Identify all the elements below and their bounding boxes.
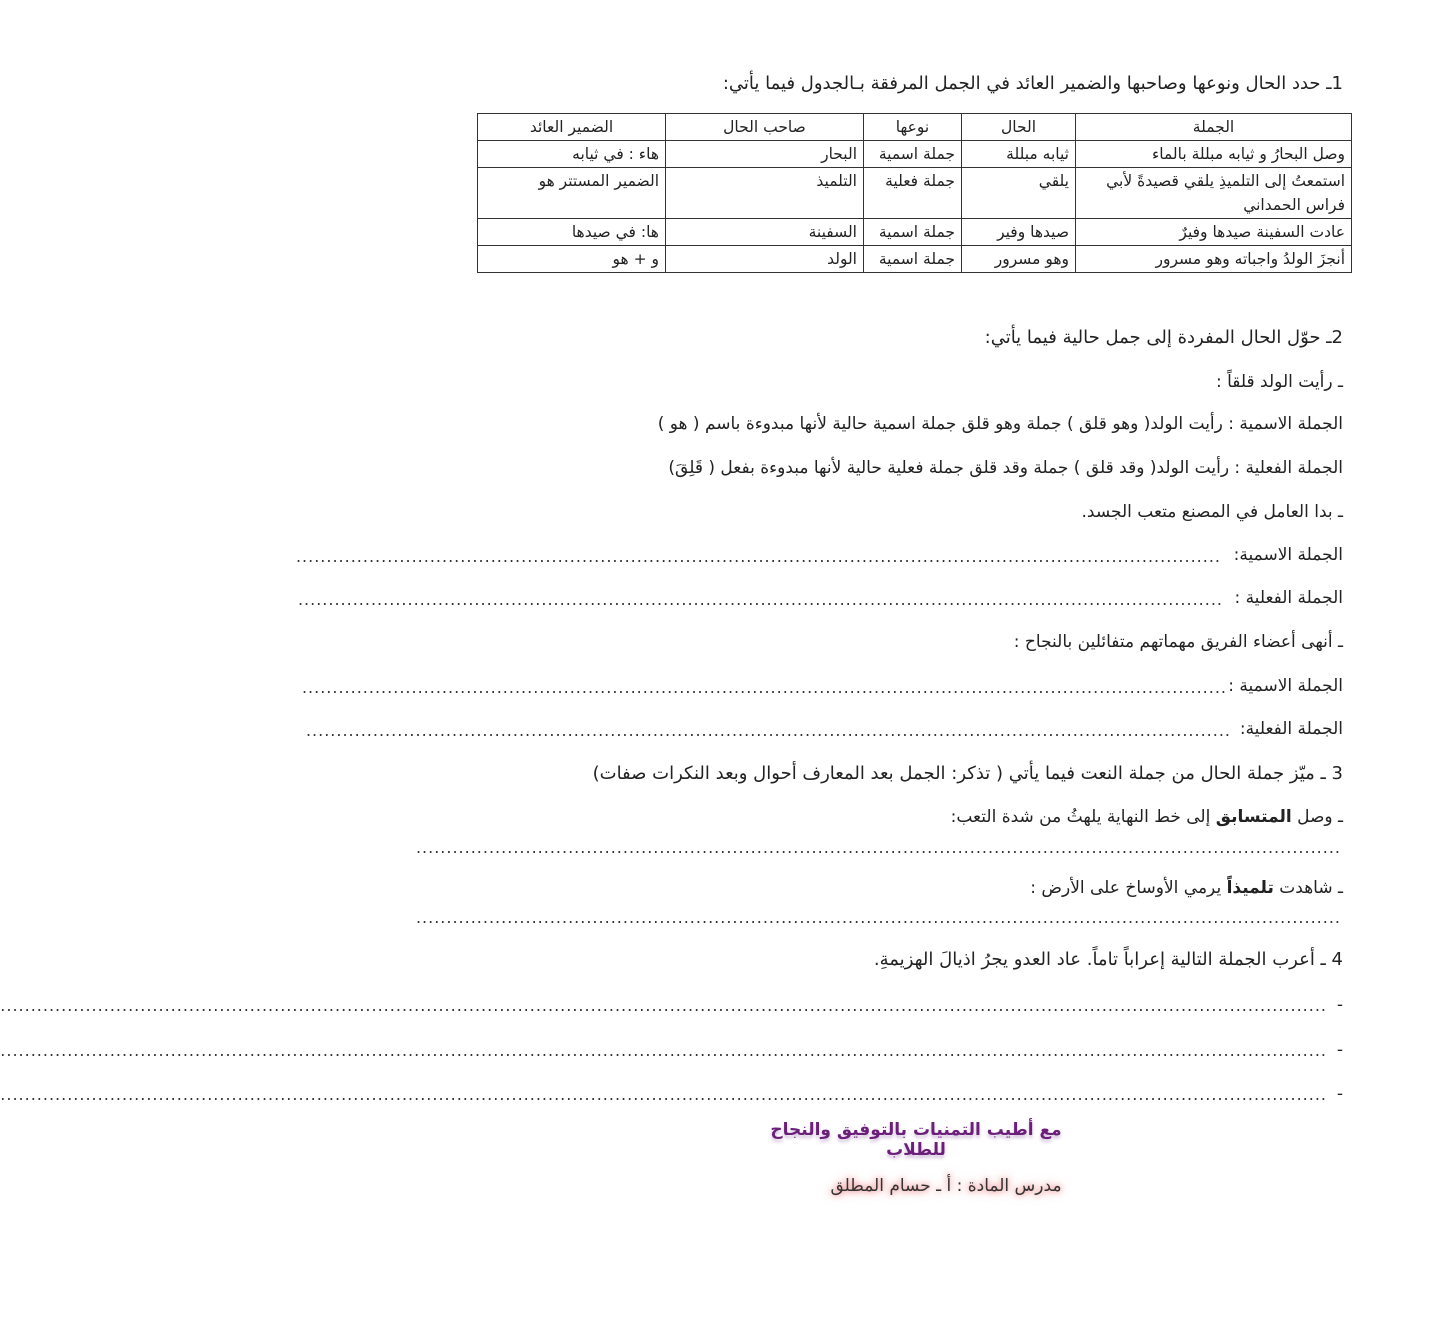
q3-s1-bold: المتسابق: [1215, 807, 1292, 827]
table-cell: جملة اسمية: [864, 246, 962, 273]
teacher-signature: مدرس المادة : أ ـ حسام المطلق: [830, 1176, 1062, 1196]
table-cell: ها: في صيدها: [478, 219, 666, 246]
q4-dash-1: -: [1336, 995, 1343, 1015]
q1-title: 1ـ حدد الحال ونوعها وصاحبها والضمير العائد في الجمل المرفقة بـالجدول فيما يأتي:: [722, 73, 1343, 94]
table-header-row: [478, 114, 1352, 141]
answer-line[interactable]: ..........................................................................................................................................................................................................................: [0, 996, 1327, 1015]
q4-dash-3: -: [1336, 1084, 1343, 1104]
header-sentence: الجملة: [1076, 114, 1352, 141]
table-cell: يلقي: [962, 168, 1076, 219]
table-row: [478, 246, 1352, 273]
table-cell: جملة اسمية: [864, 219, 962, 246]
q3-s2-bold: تلميذاً: [1226, 878, 1274, 898]
header-owner: صاحب الحال: [666, 114, 864, 141]
table-cell: هاء : في ثيابه: [478, 141, 666, 168]
table-cell: السفينة: [666, 219, 864, 246]
answer-line[interactable]: ..........................................................................................................................................................................................................................: [0, 1041, 1327, 1060]
table-row: [478, 141, 1352, 168]
wishes-footer: مع أطيب التمنيات بالتوفيق والنجاح للطلاب: [770, 1120, 1062, 1160]
q2-sentence-2: ـ بدا العامل في المصنع متعب الجسد.: [1081, 502, 1343, 522]
q2-s3-nominal-label: الجملة الاسمية :: [1228, 676, 1343, 696]
q2-sentence-1: ـ رأيت الولد قلقاً :: [1215, 372, 1343, 392]
answer-line[interactable]: ........................................................................................................................................................: [295, 547, 1221, 566]
table-cell: عادت السفينة صيدها وفيرٌ: [1076, 219, 1352, 246]
q2-title: 2ـ حوّل الحال المفردة إلى جمل حالية فيما يأتي:: [984, 327, 1343, 348]
q3-sentence-2: [1030, 876, 1343, 900]
table-row: [478, 168, 1352, 219]
table-cell: جملة فعلية: [864, 168, 962, 219]
q4-title: 4 ـ أعرب الجملة التالية إعراباً تاماً. عاد العدو يجرُ اذيالَ الهزيمةِ.: [873, 949, 1343, 970]
table-row: [478, 219, 1352, 246]
answer-line[interactable]: ..........................................................................................................................................................................................................................: [0, 1085, 1327, 1104]
answer-line[interactable]: ........................................................................................................................................................: [415, 908, 1341, 927]
q3-s1-pre: ـ وصل: [1291, 807, 1343, 827]
answer-line[interactable]: ........................................................................................................................................................: [415, 838, 1341, 857]
q2-s1-verbal-answer: الجملة الفعلية : رأيت الولد( وقد قلق ) جملة وقد قلق جملة فعلية حالية لأنها مبدوءة بفعل ( قَلِقَ): [668, 458, 1343, 478]
hal-table: [477, 113, 1352, 273]
table-cell: البحار: [666, 141, 864, 168]
table-cell: ثيابه مبللة: [962, 141, 1076, 168]
table-cell: و + هو: [478, 246, 666, 273]
table-cell: الضمير المستتر هو: [478, 168, 666, 219]
table-cell: وهو مسرور: [962, 246, 1076, 273]
table-cell: التلميذ: [666, 168, 864, 219]
q3-s1-post: إلى خط النهاية يلهثُ من شدة التعب:: [950, 807, 1216, 827]
q3-s2-post: يرمي الأوساخ على الأرض :: [1030, 878, 1227, 898]
answer-line[interactable]: ........................................................................................................................................................: [305, 721, 1231, 740]
table-cell: استمعتُ إلى التلميذِ يلقي قصيدةً لأبي فراس الحمداني: [1076, 168, 1352, 219]
q4-dash-2: -: [1336, 1040, 1343, 1060]
q3-sentence-1: [951, 805, 1343, 829]
q3-title: 3 ـ ميّز جملة الحال من جملة النعت فيما يأتي ( تذكر: الجمل بعد المعارف أحوال وبعد النكرات صفات): [592, 763, 1343, 784]
answer-line[interactable]: ........................................................................................................................................................: [301, 678, 1227, 697]
q3-s2-pre: ـ شاهدت: [1273, 878, 1343, 898]
header-type: نوعها: [864, 114, 962, 141]
table-cell: الولد: [666, 246, 864, 273]
q2-s2-nominal-label: الجملة الاسمية:: [1233, 545, 1343, 565]
q2-s3-verbal-label: الجملة الفعلية:: [1239, 719, 1343, 739]
header-hal: الحال: [962, 114, 1076, 141]
header-pronoun: الضمير العائد: [478, 114, 666, 141]
table-cell: جملة اسمية: [864, 141, 962, 168]
q2-s1-nominal-answer: الجملة الاسمية : رأيت الولد( وهو قلق ) جملة وهو قلق جملة اسمية حالية لأنها مبدوءة باسم ( هو ): [657, 414, 1343, 434]
q2-sentence-3: ـ أنهى أعضاء الفريق مهماتهم متفائلين بالنجاح :: [1013, 632, 1343, 652]
answer-line[interactable]: ........................................................................................................................................................: [297, 590, 1223, 609]
q2-s2-verbal-label: الجملة الفعلية :: [1234, 588, 1343, 608]
table-cell: وصل البحارُ و ثيابه مبللة بالماء: [1076, 141, 1352, 168]
table-cell: صيدها وفير: [962, 219, 1076, 246]
table-cell: أنجزَ الولدُ واجباته وهو مسرور: [1076, 246, 1352, 273]
